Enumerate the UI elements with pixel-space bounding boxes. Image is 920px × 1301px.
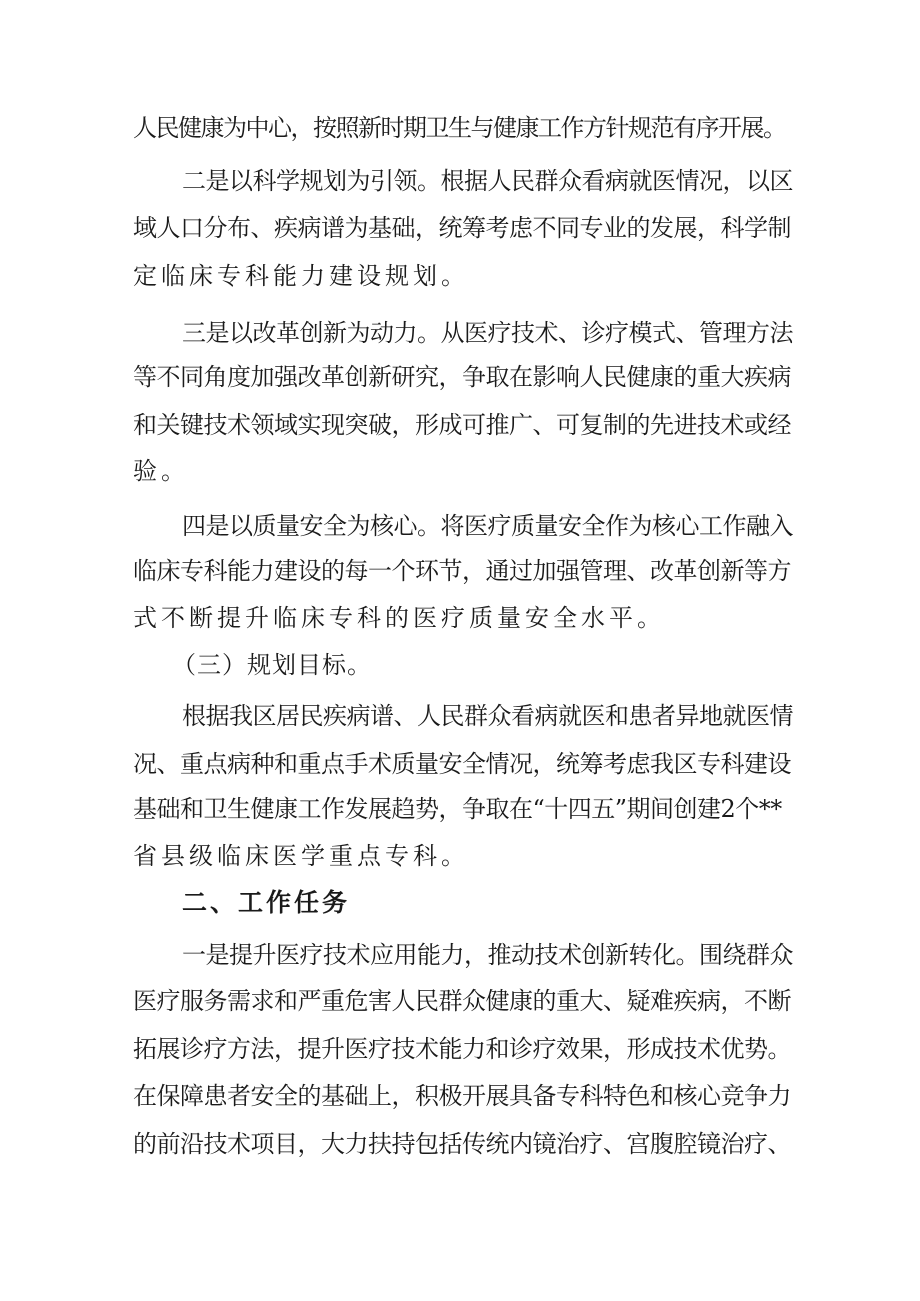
body-line: 式不断提升临床专科的医疗质量安全水平。 <box>133 604 665 632</box>
body-line: 医疗服务需求和严重危害人民群众健康的重大、疑难疾病，不断 <box>133 987 791 1015</box>
sub-heading: （三）规划目标。 <box>172 651 372 679</box>
body-line: 定临床专科能力建设规划。 <box>133 262 469 290</box>
body-line: 况、重点病种和重点手术质量安全情况，统筹考虑我区专科建设 <box>133 750 791 778</box>
paragraph-start-line: 二是以科学规划为引领。根据人民群众看病就医情况，以区 <box>182 167 793 195</box>
body-line: 在保障患者安全的基础上，积极开展具备专科特色和核心竞争力 <box>133 1082 791 1110</box>
body-line: 临床专科能力建设的每一个环节，通过加强管理、改革创新等方 <box>133 557 791 585</box>
body-line: 拓展诊疗方法，提升医疗技术能力和诊疗效果，形成技术优势。 <box>133 1035 791 1063</box>
paragraph-start-line: 根据我区居民疾病谱、人民群众看病就医和患者异地就医情 <box>182 702 793 730</box>
section-heading: 二、工作任务 <box>182 888 351 917</box>
paragraph-start-line: 三是以改革创新为动力。从医疗技术、诊疗模式、管理方法 <box>182 319 793 347</box>
paragraph-start-line: 一是提升医疗技术应用能力，推动技术创新转化。围绕群众 <box>182 941 793 969</box>
body-line: 省县级临床医学重点专科。 <box>133 842 469 870</box>
body-line: 人民健康为中心，按照新时期卫生与健康工作方针规范有序开展。 <box>133 114 786 142</box>
body-line: 的前沿技术项目，大力扶持包括传统内镜治疗、宫腹腔镜治疗、 <box>133 1130 791 1158</box>
body-line: 域人口分布、疾病谱为基础，统筹考虑不同专业的发展，科学制 <box>133 214 791 242</box>
body-line: 和关键技术领域实现突破，形成可推广、可复制的先进技术或经 <box>133 411 791 439</box>
body-line: 等不同角度加强改革创新研究，争取在影响人民健康的重大疾病 <box>133 363 791 391</box>
paragraph-start-line: 四是以质量安全为核心。将医疗质量安全作为核心工作融入 <box>182 512 793 540</box>
body-line: 基础和卫生健康工作发展趋势，争取在“十四五”期间创建2个** <box>133 795 782 823</box>
body-line: 验。 <box>133 457 189 485</box>
